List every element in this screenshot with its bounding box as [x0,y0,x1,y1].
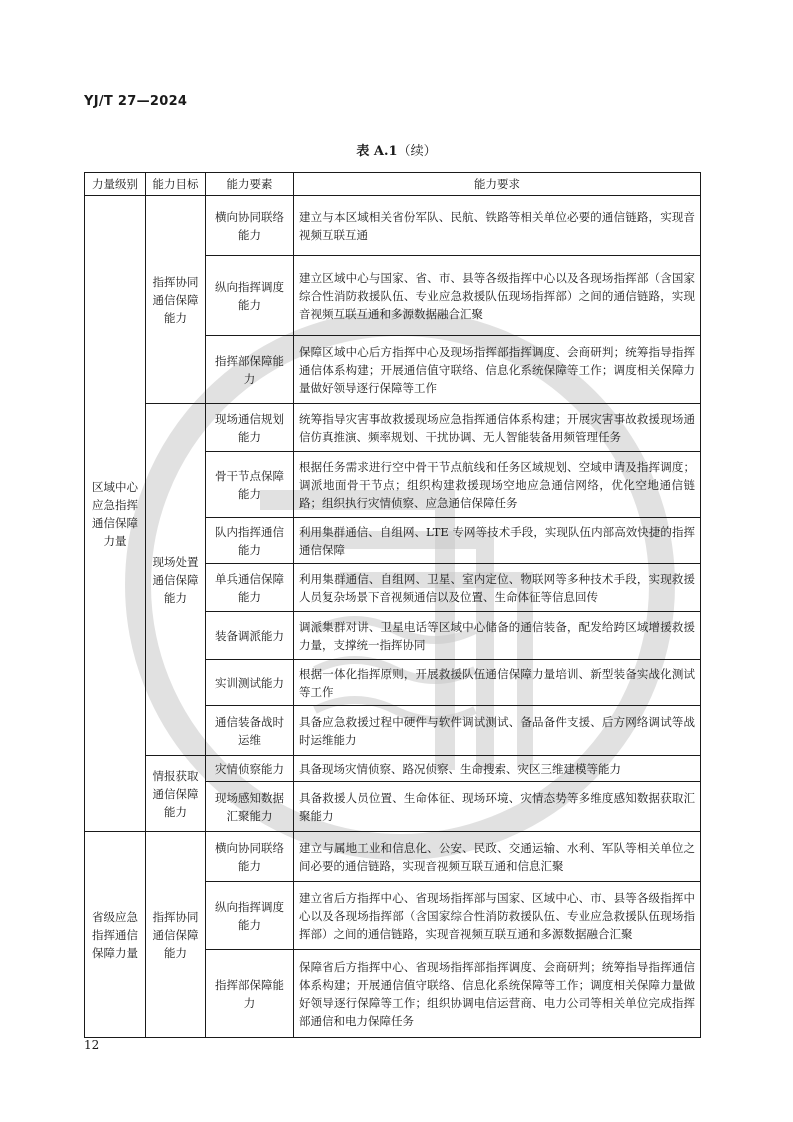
force-level-cell: 区域中心应急指挥通信保障力量 [85,196,146,832]
capability-element-cell: 纵向指挥调度能力 [206,882,294,950]
capability-requirement-cell: 建立与本区域相关省份军队、民航、铁路等相关单位必要的通信链路，实现音视频互联互通 [294,196,701,256]
capability-requirement-cell: 保障区域中心后方指挥中心及现场指挥部指挥调度、会商研判；统筹指导指挥通信体系构建；开展通信值守联络、信息化系统保障等工作；调度相关保障力量做好领导逐行保障等工作 [294,336,701,404]
capability-element-cell: 装备调派能力 [206,612,294,660]
capability-element-cell: 纵向指挥调度能力 [206,256,294,336]
table-row [85,756,701,782]
table-caption-continued: （续） [397,144,437,159]
capability-requirement-cell: 建立与属地工业和信息化、公安、民政、交通运输、水利、军队等相关单位之间必要的通信链路，实现音视频互联互通和信息汇聚 [294,832,701,882]
header-requirement: 能力要求 [294,173,701,196]
capability-goal-cell: 指挥协同通信保障能力 [146,832,206,1038]
capability-element-cell: 现场通信规划能力 [206,404,294,452]
capability-requirement-cell: 利用集群通信、自组网、LTE 专网等技术手段，实现队伍内部高效快捷的指挥通信保障 [294,518,701,564]
capability-requirement-cell: 建立区域中心与国家、省、市、县等各级指挥中心以及各现场指挥部（含国家综合性消防救援队伍、专业应急救援队伍现场指挥部）之间的通信链路，实现音视频互联互通和多源数据融合汇聚 [294,256,701,336]
force-level-cell: 省级应急指挥通信保障力量 [85,832,146,1038]
capability-requirement-cell: 利用集群通信、自组网、卫星、室内定位、物联网等多种技术手段，实现救援人员复杂场景下音视频通信以及位置、生命体征等信息回传 [294,564,701,612]
table-row [85,832,701,882]
capability-requirement-cell: 建立省后方指挥中心、省现场指挥部与国家、区域中心、市、县等各级指挥中心以及各现场指挥部（含国家综合性消防救援队伍、专业应急救援队伍现场指挥部）之间的通信链路，实现音视频互联互通和多源数据融合汇聚 [294,882,701,950]
table-caption [0,140,793,159]
capability-element-cell: 骨干节点保障能力 [206,452,294,518]
capability-element-cell: 实训测试能力 [206,660,294,706]
capability-element-cell: 单兵通信保障能力 [206,564,294,612]
capability-requirement-cell: 具备现场灾情侦察、路况侦察、生命搜索、灾区三维建模等能力 [294,756,701,782]
capability-goal-cell: 指挥协同通信保障能力 [146,196,206,404]
table-caption-label: 表 A.1 [356,144,398,159]
page-number: 12 [84,1038,100,1052]
header-goal: 能力目标 [146,173,206,196]
capability-element-cell: 横向协同联络能力 [206,196,294,256]
header-level: 力量级别 [85,173,146,196]
header-element: 能力要素 [206,173,294,196]
capability-requirement-cell: 保障省后方指挥中心、省现场指挥部指挥调度、会商研判；统筹指导指挥通信体系构建；开展通信值守联络、信息化系统保障等工作；调度相关保障力量做好领导逐行保障等工作；组织协调电信运营商、电力公司等相关单位完成指挥部通信和电力保障任务 [294,950,701,1038]
table-row [85,196,701,256]
capability-requirement-cell: 根据一体化指挥原则，开展救援队伍通信保障力量培训、新型装备实战化测试等工作 [294,660,701,706]
capability-element-cell: 指挥部保障能力 [206,950,294,1038]
capability-element-cell: 通信装备战时运维 [206,706,294,756]
capability-element-cell: 队内指挥通信能力 [206,518,294,564]
capability-goal-cell: 现场处置通信保障能力 [146,404,206,756]
table-header-row [85,173,701,196]
capability-element-cell: 指挥部保障能力 [206,336,294,404]
capability-table [84,172,701,1038]
capability-requirement-cell: 调派集群对讲、卫星电话等区域中心储备的通信装备，配发给跨区域增援救援力量，支撑统一指挥协同 [294,612,701,660]
capability-requirement-cell: 根据任务需求进行空中骨干节点航线和任务区域规划、空域申请及指挥调度；调派地面骨干节点；组织构建救援现场空地应急通信网络，优化空地通信链路；组织执行灾情侦察、应急通信保障任务 [294,452,701,518]
capability-requirement-cell: 具备救援人员位置、生命体征、现场环境、灾情态势等多维度感知数据获取汇聚能力 [294,782,701,832]
standard-code: YJ/T 27—2024 [84,94,188,109]
capability-element-cell: 横向协同联络能力 [206,832,294,882]
table-row [85,404,701,452]
capability-goal-cell: 情报获取通信保障能力 [146,756,206,832]
capability-requirement-cell: 具备应急救援过程中硬件与软件调试测试、备品备件支援、后方网络调试等战时运维能力 [294,706,701,756]
capability-element-cell: 灾情侦察能力 [206,756,294,782]
capability-element-cell: 现场感知数据汇聚能力 [206,782,294,832]
capability-requirement-cell: 统筹指导灾害事故救援现场应急指挥通信体系构建；开展灾害事故救援现场通信仿真推演、频率规划、干扰协调、无人智能装备用频管理任务 [294,404,701,452]
